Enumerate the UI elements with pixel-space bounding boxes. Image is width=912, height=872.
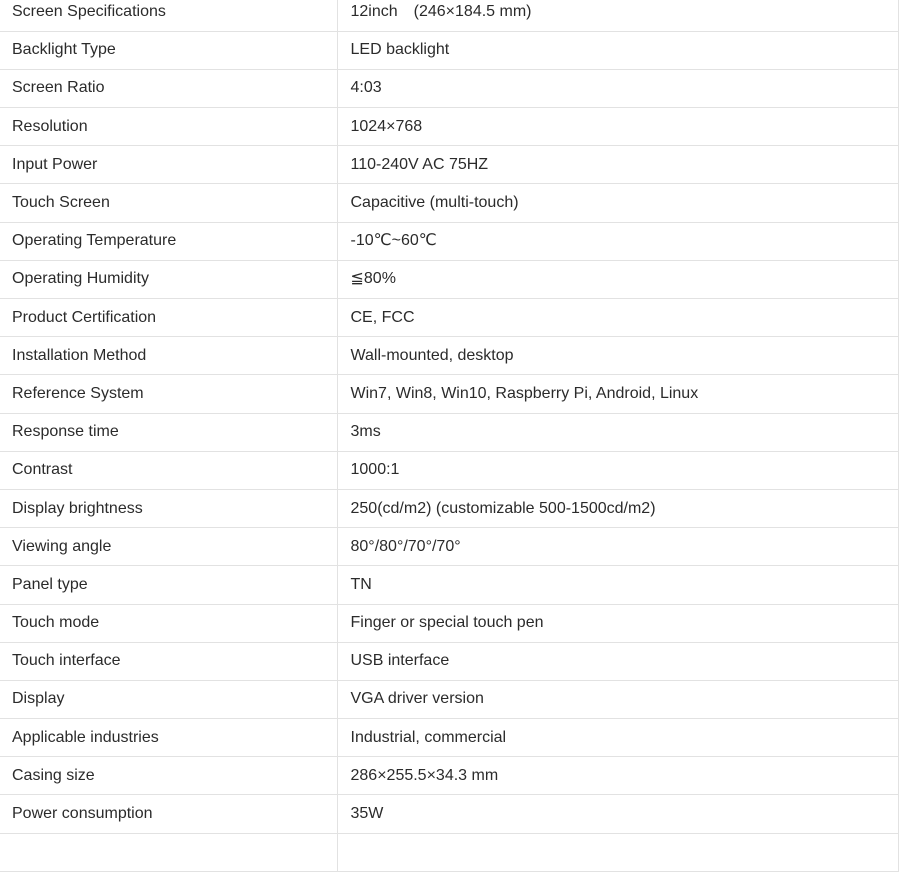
spec-value: TN [337, 566, 898, 604]
table-row [0, 375, 898, 413]
spec-label: Input Power [0, 146, 337, 184]
spec-value: Capacitive (multi-touch) [337, 184, 898, 222]
spec-value: 286×255.5×34.3 mm [337, 757, 898, 795]
spec-value: -10℃~60℃ [337, 222, 898, 260]
table-row [0, 31, 898, 69]
spec-label: Power consumption [0, 795, 337, 833]
spec-value: Finger or special touch pen [337, 604, 898, 642]
spec-label: Response time [0, 413, 337, 451]
spec-value-empty [337, 833, 898, 871]
spec-value: 4:03 [337, 69, 898, 107]
spec-value: 1024×768 [337, 108, 898, 146]
spec-label: Touch mode [0, 604, 337, 642]
table-row [0, 69, 898, 107]
table-row [0, 337, 898, 375]
table-row [0, 642, 898, 680]
table-row [0, 299, 898, 337]
spec-value: Win7, Win8, Win10, Raspberry Pi, Android, Linux [337, 375, 898, 413]
spec-value: VGA driver version [337, 680, 898, 718]
spec-value: 1000:1 [337, 451, 898, 489]
table-row [0, 0, 898, 31]
table-row [0, 757, 898, 795]
table-row-cut-off [0, 833, 898, 871]
table-row [0, 222, 898, 260]
spec-label: Touch interface [0, 642, 337, 680]
table-row [0, 528, 898, 566]
table-row [0, 108, 898, 146]
spec-value: 110-240V AC 75HZ [337, 146, 898, 184]
table-row [0, 489, 898, 527]
spec-value: 12inch (246×184.5 mm) [337, 0, 898, 31]
spec-value: Wall-mounted, desktop [337, 337, 898, 375]
spec-label: Viewing angle [0, 528, 337, 566]
table-row [0, 184, 898, 222]
spec-label: Display brightness [0, 489, 337, 527]
spec-label: Panel type [0, 566, 337, 604]
spec-label: Display [0, 680, 337, 718]
spec-label: Resolution [0, 108, 337, 146]
spec-value: 250(cd/m2) (customizable 500-1500cd/m2) [337, 489, 898, 527]
spec-label-empty [0, 833, 337, 871]
spec-value: Industrial, commercial [337, 719, 898, 757]
table-row [0, 146, 898, 184]
spec-label: Screen Ratio [0, 69, 337, 107]
table-row [0, 413, 898, 451]
table-row [0, 260, 898, 298]
table-row [0, 604, 898, 642]
spec-label: Touch Screen [0, 184, 337, 222]
spec-label: Operating Temperature [0, 222, 337, 260]
spec-value: CE, FCC [337, 299, 898, 337]
spec-value: 80°/80°/70°/70° [337, 528, 898, 566]
spec-value: LED backlight [337, 31, 898, 69]
spec-label: Reference System [0, 375, 337, 413]
spec-label: Installation Method [0, 337, 337, 375]
spec-label: Screen Specifications [0, 0, 337, 31]
table-row [0, 566, 898, 604]
spec-label: Contrast [0, 451, 337, 489]
spec-value: 35W [337, 795, 898, 833]
spec-label: Product Certification [0, 299, 337, 337]
table-row [0, 451, 898, 489]
spec-label: Operating Humidity [0, 260, 337, 298]
spec-value: USB interface [337, 642, 898, 680]
spec-label: Applicable industries [0, 719, 337, 757]
spec-value: ≦80% [337, 260, 898, 298]
table-row [0, 719, 898, 757]
table-row [0, 795, 898, 833]
spec-value: 3ms [337, 413, 898, 451]
table-row [0, 680, 898, 718]
spec-label: Backlight Type [0, 31, 337, 69]
spec-label: Casing size [0, 757, 337, 795]
